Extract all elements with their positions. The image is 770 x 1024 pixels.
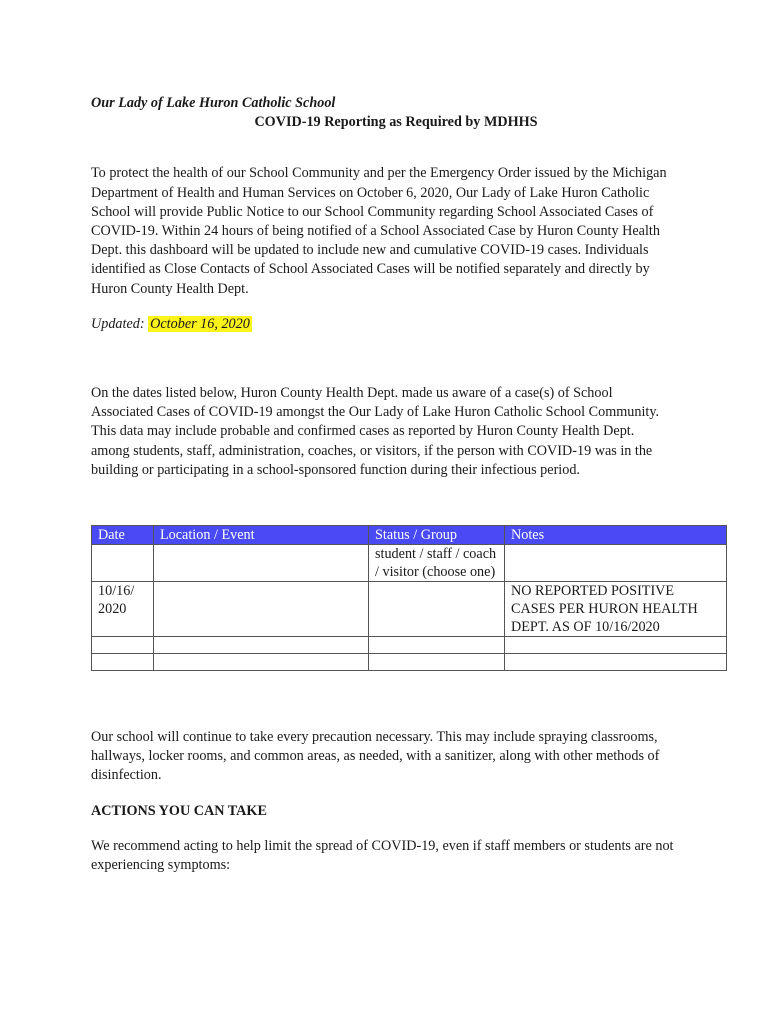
table-row-empty [92,637,727,654]
table-row-empty [92,654,727,671]
table-cell [92,545,154,582]
table-cell [92,637,154,654]
precaution-paragraph: Our school will continue to take every precaution necessary. This may include spraying classrooms, hallways, locker rooms, and common areas, as needed, with a sanitizer, along with other methods of disinfection. [91,729,660,784]
table-cell [92,654,154,671]
document-title: COVID-19 Reporting as Required by MDHHS [254,114,538,131]
table-cell [505,654,727,671]
cases-table [91,525,727,671]
table-cell [505,637,727,654]
table-header-row [92,526,727,545]
table-row [92,582,727,637]
updated-line [91,315,731,334]
row-status-cell [369,582,505,637]
actions-heading: ACTIONS YOU CAN TAKE [91,802,267,819]
table-cell [154,637,369,654]
document-page [91,94,731,875]
column-header-notes: Notes [505,526,727,545]
school-name: Our Lady of Lake Huron Catholic School [91,95,336,111]
intro-paragraph: To protect the health of our School Community and per the Emergency Order issued by the Michigan Department of Health and Human Services on October 6, 2020, Our Lady of Lake Huron Catholic School will provide Public Notice to our School Community regarding School Associated Cases of COVID-19. Within 24 hours of being notified of a School Associated Case by Huron County Health Dept. this dashboard will be updated to include new and cumulative COVID-19 cases. Individuals identified as Close Contacts of School Associated Cases will be notified separately and directly by Huron County Health Dept. [91,165,667,297]
table-subheader-row [92,545,727,582]
updated-date: October 16, 2020 [150,315,250,332]
column-header-status: Status / Group [369,526,505,545]
recommend-paragraph: We recommend acting to help limit the spread of COVID-19, even if staff members or students are not experiencing symptoms: [91,837,674,874]
table-cell [369,637,505,654]
table-cell [154,545,369,582]
column-header-date: Date [92,526,154,545]
row-location-cell [154,582,369,637]
table-cell [505,545,727,582]
table-cell [369,654,505,671]
table-cell [154,654,369,671]
row-date-cell: 10/16/ 2020 [92,582,154,637]
updated-label: Updated: [91,315,149,332]
status-hint-cell: student / staff / coach / visitor (choose one) [369,545,505,582]
column-header-location: Location / Event [154,526,369,545]
cases-intro-paragraph: On the dates listed below, Huron County Health Dept. made us aware of a case(s) of School Associated Cases of COVID-19 amongst the Our Lady of Lake Huron Catholic School Community. This data may include probable and confirmed cases as reported by Huron County Health Dept. among students, staff, administration, coaches, or visitors, if the person with COVID-19 was in the building or participating in a school-sponsored function during their infectious period. [91,385,660,478]
row-notes-cell: NO REPORTED POSITIVE CASES PER HURON HEALTH DEPT. AS OF 10/16/2020 [505,582,727,637]
